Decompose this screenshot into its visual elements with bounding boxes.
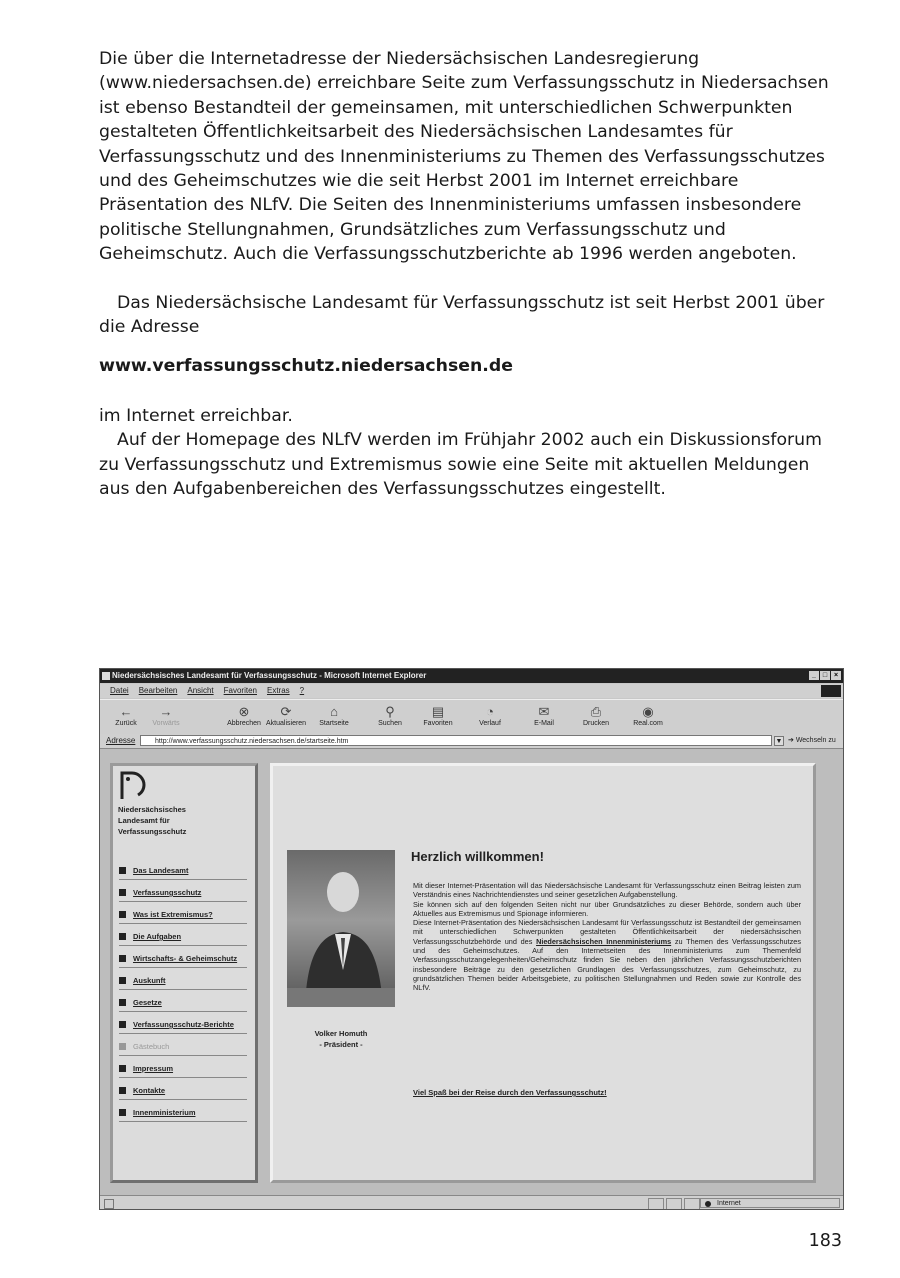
go-label: Wechseln zu bbox=[795, 737, 836, 744]
toolbar bbox=[100, 699, 843, 735]
nav-item[interactable] bbox=[119, 1086, 247, 1100]
menu-item[interactable]: ? bbox=[299, 686, 305, 695]
nav-list bbox=[119, 866, 247, 1130]
window-controls bbox=[809, 671, 841, 680]
nav-item-label: Impressum bbox=[133, 1064, 174, 1073]
status-bar bbox=[100, 1195, 843, 1210]
nav-item[interactable] bbox=[119, 1020, 247, 1034]
closing-link[interactable]: Viel Spaß bei der Reise durch den Verfassungsschutz! bbox=[413, 1088, 607, 1097]
forward-arrow-button[interactable] bbox=[146, 704, 186, 727]
refresh-button[interactable] bbox=[266, 704, 306, 727]
intro-text-3-end: zu Themen des Verfassungsschutzes und des Geheimschutzes. Auf den Internetseiten des Innenministeriums zum Themenfeld Verfassungsschutzangelegenheiten/Geheimschutz finden Sie neben den jährlichen Verfassungsschutzberichten insbesondere Beiträge zu den gesetzlichen Grundlagen des Verfassungsschutzes, zum Geheimschutz, zu grundsätzlichen Themen beider Arbeitsgebiete, zu politischen Stellungnahmen und Reden sowie zur Kontrolle des NLfV. bbox=[413, 936, 802, 993]
toolbar-label: Drucken bbox=[582, 720, 610, 727]
toolbar-label: Startseite bbox=[319, 720, 349, 727]
nav-item-label: Die Aufgaben bbox=[133, 932, 182, 941]
toolbar-label: Zurück bbox=[115, 720, 137, 727]
toolbar-label: Verlauf bbox=[479, 720, 501, 727]
history-icon: ◔ bbox=[486, 704, 494, 719]
realcom-button[interactable] bbox=[628, 704, 668, 727]
bullet-icon bbox=[119, 867, 126, 874]
nav-item-label: Das Landesamt bbox=[133, 866, 189, 875]
address-input[interactable]: http://www.verfassungsschutz.niedersachsen.de/startseite.htm bbox=[140, 735, 772, 746]
intro-text-3 bbox=[413, 918, 801, 992]
print-icon: ⎙ bbox=[590, 704, 602, 719]
page-status-icon bbox=[104, 1199, 114, 1209]
print-button[interactable] bbox=[576, 704, 616, 727]
ie-throbber-icon bbox=[821, 685, 841, 697]
intro-text-3-start: Diese Internet-Präsentation des Niedersächsischen Landesamt für Verfassungsschutz ist Bestandteil der gemeinsamen mit unterschiedlichen Schwerpunkten gestalteten Öffentlichkeitsarbeit der niedersächsischen Verfassungsschutzbehörde und des bbox=[413, 918, 801, 946]
nav-item-label: Kontakte bbox=[133, 1086, 166, 1095]
paragraph-3b: Auf der Homepage des NLfV werden im Frühjahr 2002 auch ein Diskussionsforum zu Verfassungsschutz und Extremismus sowie eine Seite mit aktuellen Meldungen aus den Aufgabenbereichen des Verfassungsschutzes eingestellt. bbox=[99, 430, 822, 500]
bullet-icon bbox=[119, 1087, 126, 1094]
stop-icon: ⊗ bbox=[238, 704, 250, 719]
nav-item[interactable] bbox=[119, 998, 247, 1012]
minimize-icon[interactable]: _ bbox=[809, 671, 819, 680]
nav-item[interactable] bbox=[119, 976, 247, 990]
refresh-icon: ⟳ bbox=[280, 704, 292, 719]
mail-button[interactable] bbox=[524, 704, 564, 727]
site-navigation bbox=[110, 763, 258, 1183]
nav-item[interactable] bbox=[119, 866, 247, 880]
innenministerium-link[interactable]: Niedersächsischen Innenministeriums bbox=[536, 936, 672, 946]
nav-item[interactable] bbox=[119, 1042, 247, 1056]
nav-item-label: Gesetze bbox=[133, 998, 162, 1007]
toolbar-label: Suchen bbox=[378, 720, 402, 727]
bullet-icon bbox=[119, 889, 126, 896]
menu-item[interactable]: Datei bbox=[110, 686, 129, 695]
mail-icon: ✉ bbox=[538, 704, 550, 719]
nav-item-label: Gästebuch bbox=[133, 1042, 170, 1051]
intro-text-1: Mit dieser Internet-Präsentation will das Niedersächsische Landesamt für Verfassungsschutz einen Beitrag leisten zum Verständnis eines Nachrichtendienstes und seiner gesetzlichen Aufgabenstellung. bbox=[413, 881, 801, 900]
bullet-icon bbox=[119, 911, 126, 918]
home-icon: ⌂ bbox=[330, 704, 338, 719]
forward-arrow-icon: → bbox=[159, 704, 173, 719]
menu-bar bbox=[100, 684, 843, 698]
bullet-icon bbox=[119, 933, 126, 940]
nav-item[interactable] bbox=[119, 932, 247, 946]
toolbar-label: Aktualisieren bbox=[266, 720, 307, 727]
website-url bbox=[99, 354, 844, 378]
history-button[interactable] bbox=[470, 704, 510, 727]
menu-item[interactable]: Extras bbox=[266, 686, 290, 695]
toolbar-label: E-Mail bbox=[534, 720, 554, 727]
back-arrow-button[interactable] bbox=[106, 704, 146, 727]
nav-item[interactable] bbox=[119, 888, 247, 902]
intro-paragraph bbox=[99, 47, 844, 267]
address-label: Adresse bbox=[106, 736, 136, 745]
browser-screenshot bbox=[99, 668, 844, 1210]
president-photo bbox=[287, 850, 395, 1007]
nav-item-label: Verfassungsschutz-Berichte bbox=[133, 1020, 234, 1029]
toolbar-label: Vorwärts bbox=[152, 720, 180, 727]
search-button[interactable] bbox=[370, 704, 410, 727]
paragraph-3a: im Internet erreichbar. bbox=[99, 406, 293, 426]
close-icon[interactable]: × bbox=[831, 671, 841, 680]
bullet-icon bbox=[119, 1021, 126, 1028]
search-icon: ⚲ bbox=[385, 704, 395, 719]
nav-item[interactable] bbox=[119, 1064, 247, 1078]
welcome-heading: Herzlich willkommen! bbox=[411, 849, 544, 864]
welcome-text bbox=[413, 881, 801, 993]
toolbar-label: Real.com bbox=[633, 720, 663, 727]
photo-caption bbox=[287, 1028, 395, 1050]
menu-item[interactable]: Favoriten bbox=[223, 686, 257, 695]
menu-item[interactable]: Bearbeiten bbox=[138, 686, 178, 695]
president-name: Volker Homuth bbox=[314, 1029, 368, 1038]
intro-text-2: Sie können sich auf den folgenden Seiten nicht nur über Grundsätzliches zu dieser Behörde, sondern auch über Aktuelles aus Extremismus und Spionage informieren. bbox=[413, 899, 801, 918]
stop-button[interactable] bbox=[224, 704, 264, 727]
bullet-icon bbox=[119, 955, 126, 962]
bullet-icon bbox=[119, 1043, 126, 1050]
go-button[interactable]: ➔ Wechseln zu bbox=[788, 737, 836, 744]
bullet-icon bbox=[119, 1065, 126, 1072]
url-text: www.verfassungsschutz.niedersachsen.de bbox=[99, 356, 513, 376]
nav-item-label: Wirtschafts- & Geheimschutz bbox=[133, 954, 238, 963]
chevron-down-icon[interactable]: ▼ bbox=[775, 738, 783, 745]
ie-window-icon bbox=[102, 672, 110, 680]
favorites-icon: ▤ bbox=[431, 704, 445, 719]
org-name: Niedersächsisches Landesamt für Verfassungsschutz bbox=[118, 805, 187, 836]
address-paragraph bbox=[99, 291, 844, 340]
security-zone: Internet bbox=[700, 1198, 840, 1208]
president-role: - Präsident - bbox=[319, 1040, 363, 1049]
back-arrow-icon: ← bbox=[119, 704, 133, 719]
home-button[interactable] bbox=[314, 704, 354, 727]
page-number: 183 bbox=[808, 1231, 842, 1251]
toolbar-label: Abbrechen bbox=[227, 720, 261, 727]
favorites-button[interactable] bbox=[418, 704, 458, 727]
paragraph-2: Das Niedersächsische Landesamt für Verfassungsschutz ist seit Herbst 2001 über die Adresse bbox=[99, 293, 825, 338]
paragraph-1: Die über die Internetadresse der Niedersächsischen Landesregierung (www.niedersachsen.de) erreichbare Seite zum Verfassungsschutz in Niedersachsen ist ebenso Bestandteil der gemeinsamen, mit unterschiedlichen Schwerpunkten gestalteten Öffentlichkeitsarbeit des Niedersächsischen Landesamtes für Verfassungsschutz und des Innenministeriums zu Themen des Verfassungsschutzes und des Geheimschutzes wie die seit Herbst 2001 im Internet erreichbare Präsentation des NLfV. Die Seiten des Innenministeriums umfassen insbesondere politische Stellungnahmen, Grundsätzliches zum Verfassungsschutz und Geheimschutz. Auch die Verfassungsschutzberichte ab 1996 werden angeboten. bbox=[99, 49, 829, 265]
nav-item[interactable] bbox=[119, 1108, 247, 1122]
menu-item[interactable]: Ansicht bbox=[187, 686, 214, 695]
status-cells bbox=[648, 1198, 700, 1210]
page-viewport bbox=[100, 749, 843, 1195]
content-panel bbox=[270, 763, 816, 1183]
bullet-icon bbox=[119, 999, 126, 1006]
nav-item[interactable] bbox=[119, 954, 247, 968]
nav-item-label: Auskunft bbox=[133, 976, 166, 985]
address-bar bbox=[100, 734, 843, 749]
maximize-icon[interactable]: □ bbox=[820, 671, 830, 680]
realcom-icon: ◉ bbox=[642, 704, 654, 719]
homepage-paragraph bbox=[99, 404, 844, 502]
toolbar-label: Favoriten bbox=[423, 720, 453, 727]
bullet-icon bbox=[119, 1109, 126, 1116]
window-title: Niedersächsisches Landesamt für Verfassungsschutz - Microsoft Internet Explorer bbox=[112, 671, 427, 680]
nlfv-logo-icon bbox=[118, 769, 150, 801]
window-titlebar bbox=[100, 669, 843, 683]
bullet-icon bbox=[119, 977, 126, 984]
nav-item[interactable] bbox=[119, 910, 247, 924]
nav-item-label: Innenministerium bbox=[133, 1108, 196, 1117]
nav-item-label: Was ist Extremismus? bbox=[133, 910, 213, 919]
nav-item-label: Verfassungsschutz bbox=[133, 888, 202, 897]
